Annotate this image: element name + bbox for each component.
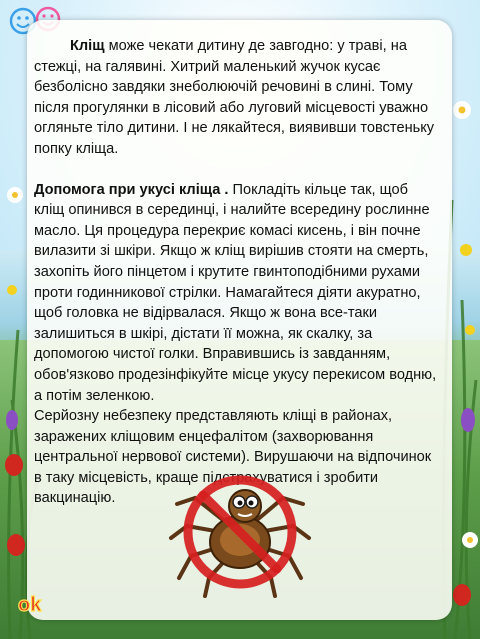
first-aid-title: Допомога при укусі кліща . <box>34 181 229 198</box>
paragraph-first-aid <box>34 180 442 407</box>
ok-label: ok <box>18 594 42 616</box>
article-text <box>34 36 442 509</box>
first-aid-text: Покладіть кільце так, щоб кліщ опинився в серединці, і налийте всередину рослинне масло. Ця процедура перекриє комасі кисень, і він почне вилазити зі шкіри. Якщо ж кліщ вирішив стояти на смерть, захопіть його пінцетом і крутите гвинтоподібними рухами проти годинникової стрілки. Намагайтеся діяти акуратно, щоб головка не відірвалася. Якщо ж вона все-таки залишиться в шкірі, дістати її можна, як скалку, за допомогою чистої голки. Вправившись із завданням, обов'язково продезінфікуйте місце укусу перекисом водню, а потім зеленкою. <box>34 181 437 404</box>
tick-prohibition-icon <box>165 460 315 600</box>
encephalitis-text: Серйозну небезпеку представляють кліщі в районах, заражених кліщовим енцефалітом (захворювання центральної нервової системи). Вирушаючи на відпочинок в таку місцевість, краще підстрахуватися і зробити вакцинацію. <box>34 408 432 507</box>
ok-button[interactable] <box>17 590 47 616</box>
tick-title: Кліщ <box>70 38 105 54</box>
tick-intro-text: може чекати дитину де завгодно: у траві, на стежці, на галявині. Хитрий маленький жучок кусає безболісно завдяки знеболюючій речовині в слині. Тому після прогулянки в лісовий або луговий місцевості уважно огляньте тіло дитини. І не лякайтеся, виявивши товстеньку попку кліща. <box>34 38 435 157</box>
paragraph-tick-intro <box>34 36 442 160</box>
